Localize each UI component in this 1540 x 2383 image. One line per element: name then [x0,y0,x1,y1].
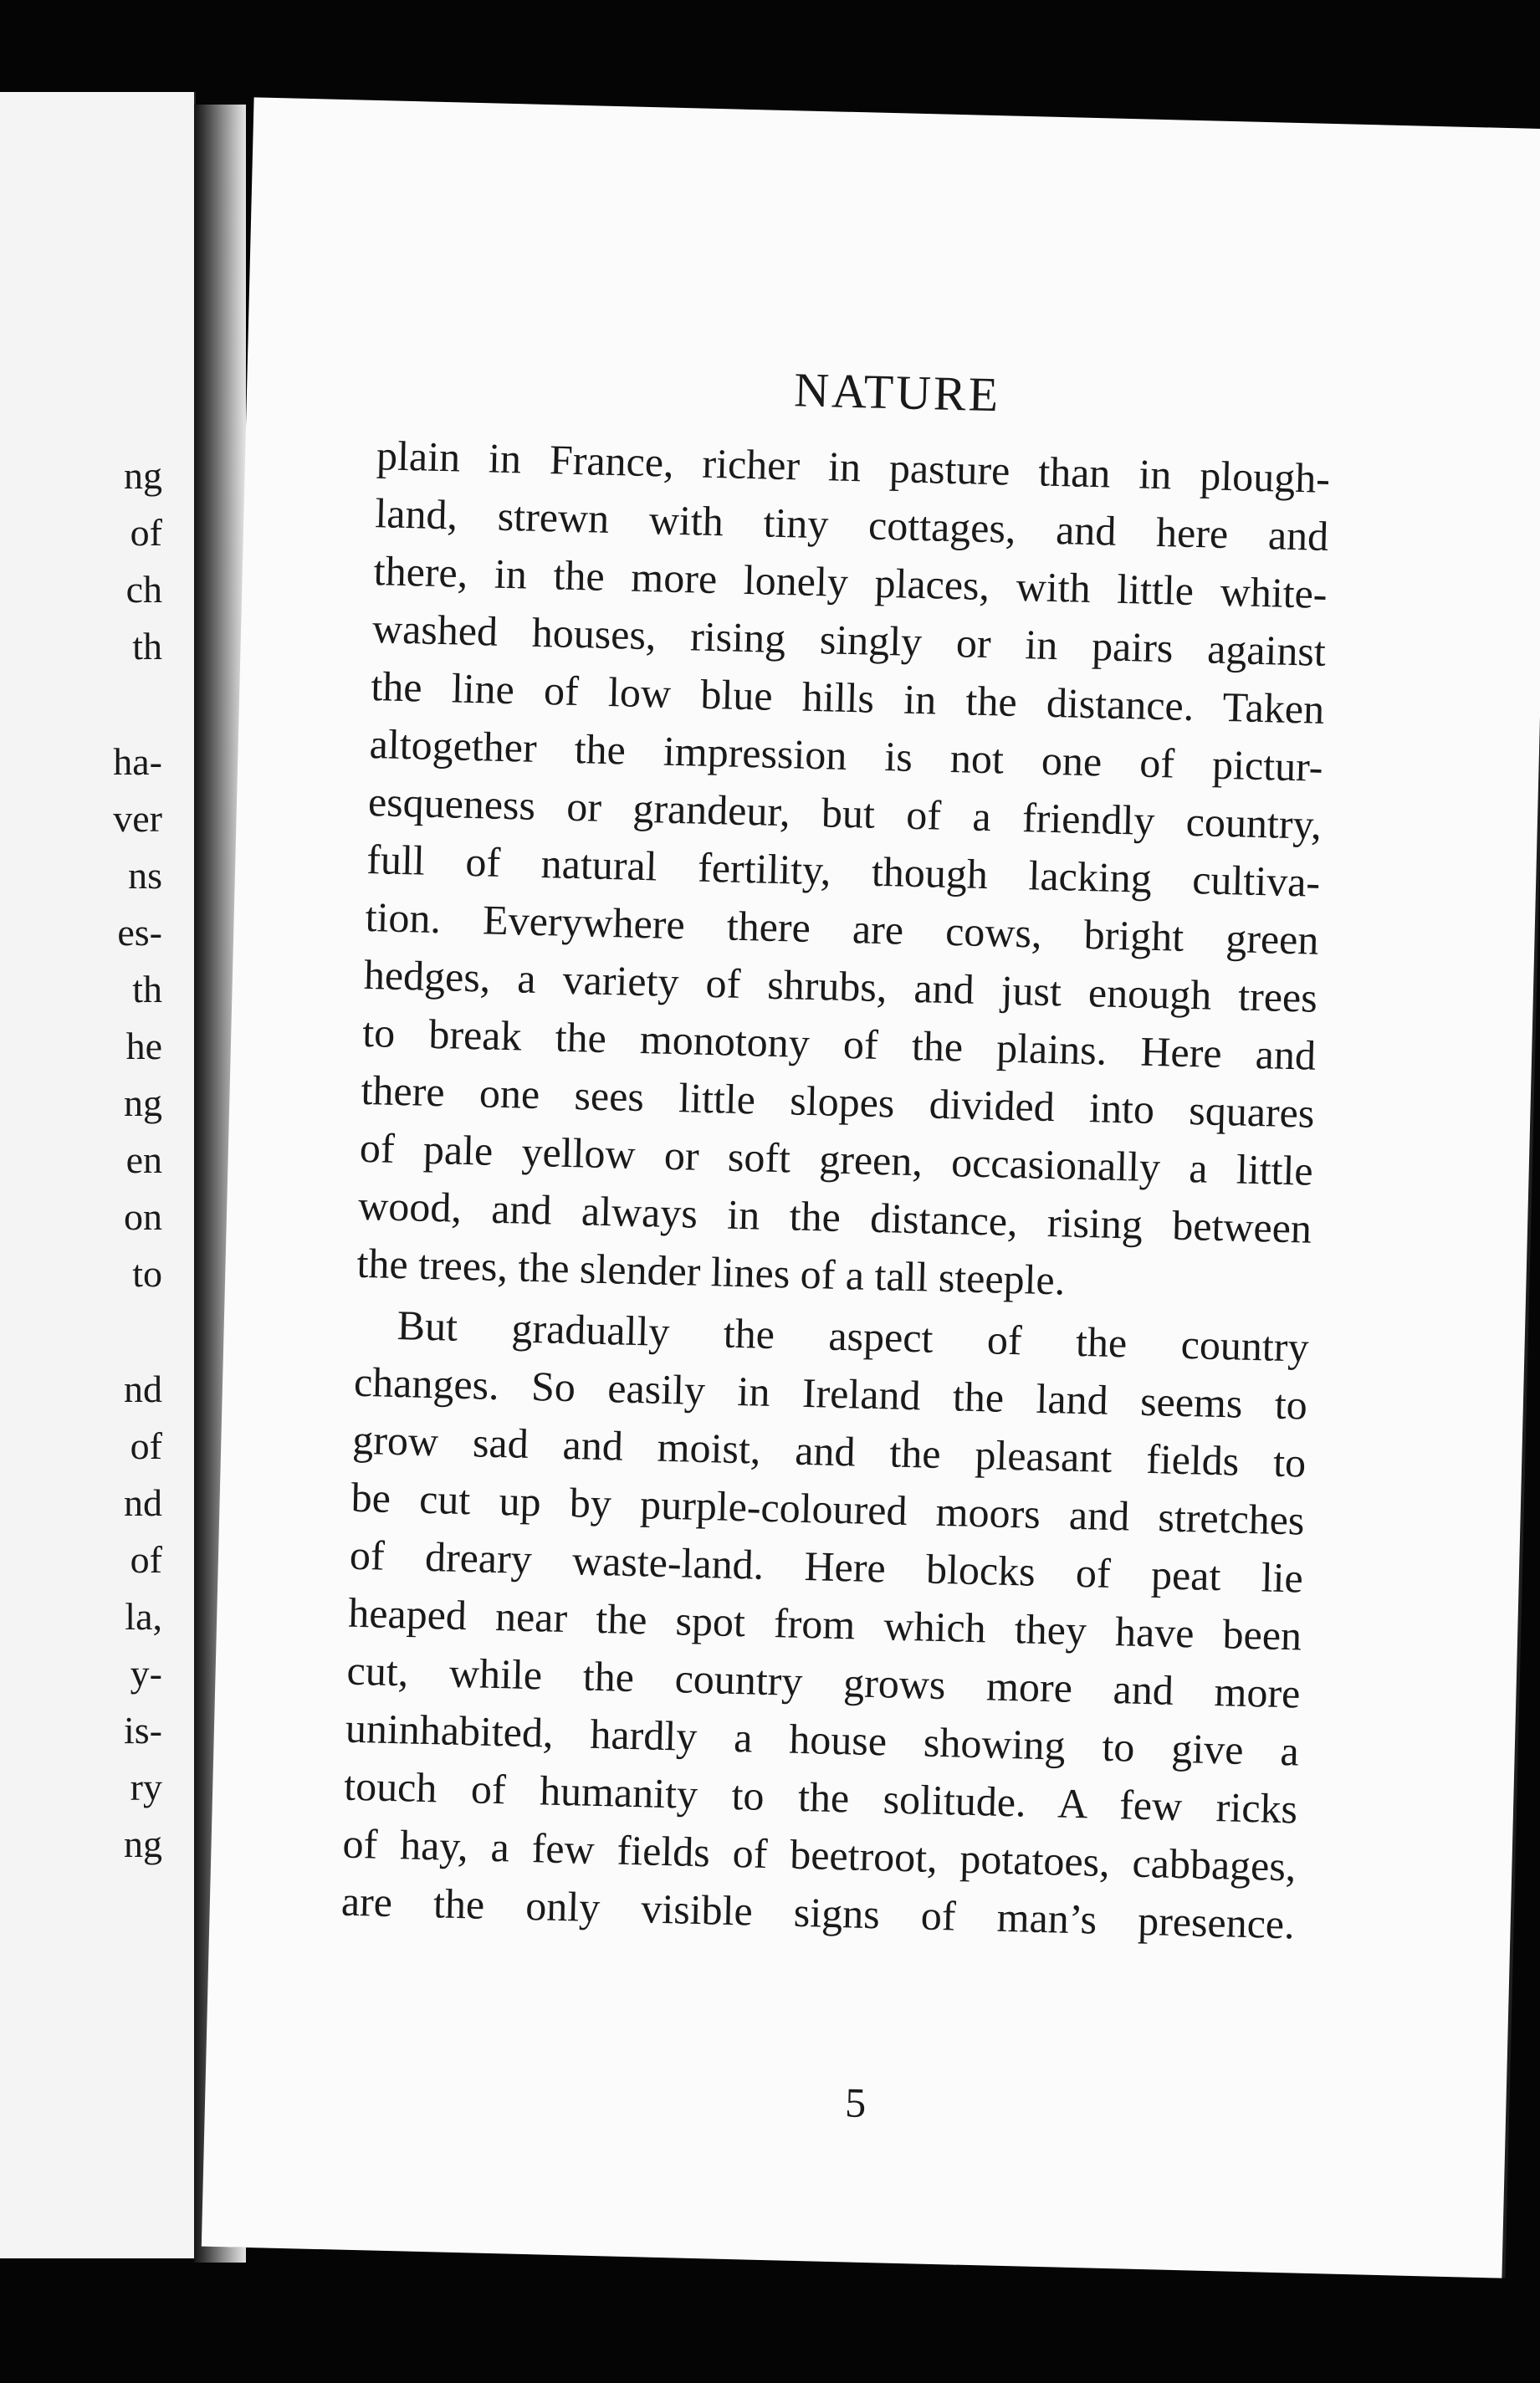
facing-line: to [132,1252,162,1295]
text-line: hedges, a variety of shrubs, and just enough trees [363,950,1318,1021]
text-line: But gradually the aspect of the country [397,1301,1310,1371]
facing-line: es- [117,911,162,954]
text-line: altogether the impression is not one of pictur- [369,720,1324,790]
text-line: changes. So easily in Ireland the land seems to [353,1358,1308,1429]
facing-line: th [132,968,162,1010]
book-page [202,97,1540,2278]
facing-line: he [125,1025,162,1067]
facing-line: nd [124,1368,162,1410]
text-line: the trees, the slender lines of a tall steeple. [356,1239,1066,1304]
running-head: NATURE [793,362,1001,422]
text-line: to break the monotony of the plains. Here and [361,1008,1317,1079]
text-line: there, in the more lonely places, with little white- [373,547,1328,617]
text-line: of pale yellow or soft green, occasionally a little [359,1123,1314,1194]
text-line: uninhabited, hardly a house showing to give a [345,1704,1300,1775]
facing-gap [113,675,162,734]
facing-line: ng [124,1082,162,1124]
facing-line: ver [113,797,162,840]
text-line: there one sees little slopes divided into squares [360,1066,1316,1137]
facing-line: la, [125,1595,162,1638]
text-line: plain in France, richer in pasture than in plough- [376,432,1331,502]
text-line: cut, while the country grows more and more [346,1646,1302,1717]
text-line: be cut up by purple-coloured moors and stretches [350,1473,1306,1544]
text-line: the line of low blue hills in the distance. Taken [370,662,1325,733]
text-line: land, strewn with tiny cottages, and here and [374,489,1329,560]
text-line: esqueness or grandeur, but of a friendly country, [367,777,1323,848]
facing-line: ns [128,854,162,897]
facing-line: ng [124,454,162,497]
text-line: are the only visible signs of man’s presence. [340,1877,1296,1948]
text-line: washed houses, rising singly or in pairs against [371,605,1327,675]
facing-page-text [113,447,162,1873]
text-line: touch of humanity to the solitude. A few ricks [343,1762,1298,1833]
text-line: heaped near the spot from which they have been [347,1588,1302,1659]
facing-line: ha- [113,740,162,783]
body-text [340,427,1331,1953]
facing-line: of [130,1424,162,1467]
facing-line: nd [124,1481,162,1524]
text-line: of hay, a few fields of beetroot, potatoes, cabbages, [341,1819,1297,1890]
text-line: grow sad and moist, and the pleasant fields to [351,1415,1307,1486]
facing-line: y- [130,1652,162,1695]
text-line: tion. Everywhere there are cows, bright green [365,892,1320,964]
facing-line: on [124,1195,162,1238]
facing-line: en [125,1138,162,1181]
facing-line: ng [124,1823,162,1865]
facing-line: ry [130,1766,162,1808]
paragraph [340,1296,1309,1954]
text-line: full of natural fertility, though lacking cultiva- [366,835,1321,906]
facing-line: of [130,511,162,554]
page-number: 5 [844,2079,867,2126]
facing-line: is- [124,1709,162,1751]
text-line: of dreary waste-land. Here blocks of peat lie [349,1531,1304,1602]
facing-line: th [132,625,162,667]
facing-page [0,92,196,2258]
text-line: wood, and always in the distance, rising between [357,1181,1312,1252]
facing-gap [113,1302,162,1361]
facing-line: ch [125,568,162,611]
paragraph [356,427,1331,1316]
facing-line: of [130,1538,162,1581]
